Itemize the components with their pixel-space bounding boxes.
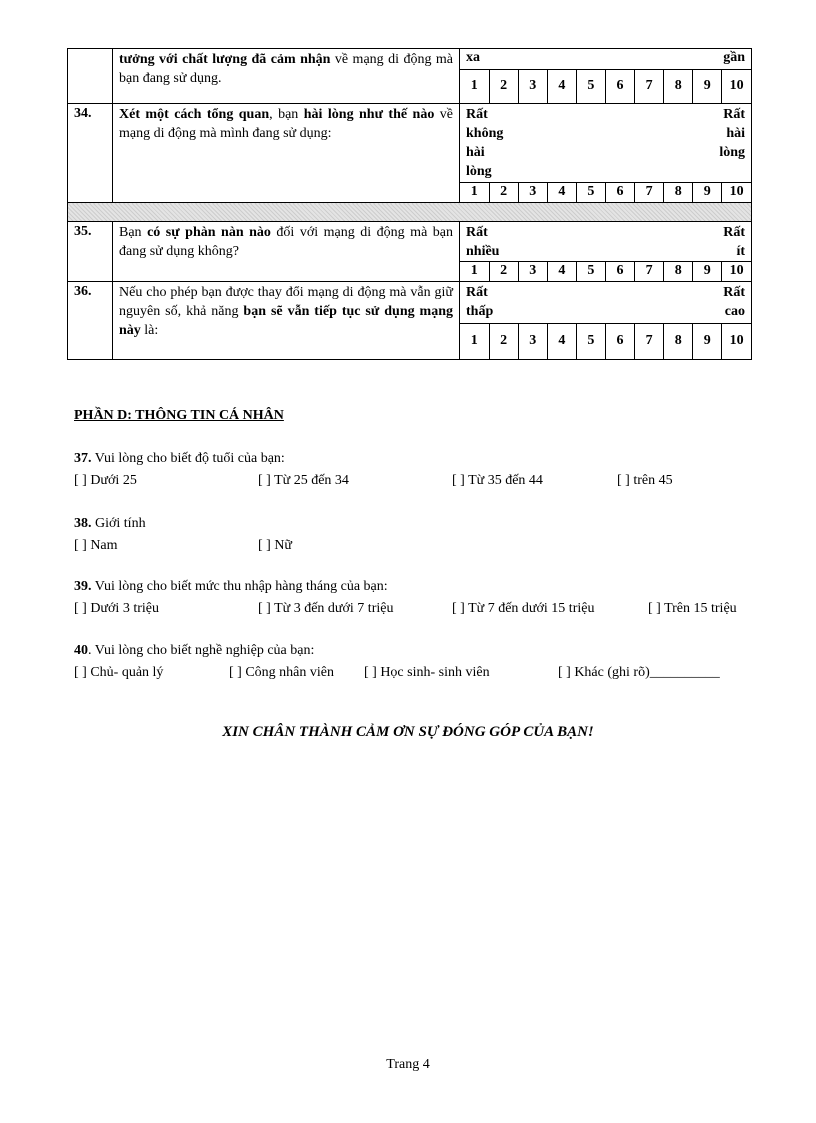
question-number: 36. xyxy=(68,281,113,360)
scale-option[interactable]: 5 xyxy=(576,262,605,281)
scale-left-label: Rất nhiều xyxy=(466,225,500,259)
scale-right-label: gần xyxy=(723,50,745,65)
age-option-under-25[interactable]: [ ] Dưới 25 xyxy=(74,473,137,488)
scale-option[interactable]: 6 xyxy=(605,262,634,281)
scale-option[interactable]: 4 xyxy=(547,323,576,359)
rating-scale xyxy=(460,281,752,360)
question-text: Bạn có sự phàn nàn nào đối với mạng di động mà bạn đang sử dụng không? xyxy=(113,222,460,282)
scale-left-label: Rất thấp xyxy=(466,284,494,319)
scale-option[interactable]: 8 xyxy=(664,70,693,103)
page-number: Trang 4 xyxy=(386,1057,430,1072)
scale-option[interactable]: 10 xyxy=(722,70,751,103)
question-text: Nếu cho phép bạn được thay đổi mạng di động mà vẫn giữ nguyên số, khả năng bạn sẽ vẫn tiếp tục sử dụng mạng này là: xyxy=(113,281,460,360)
scale-option[interactable]: 3 xyxy=(518,182,547,202)
scale-option[interactable]: 4 xyxy=(547,262,576,281)
scale-option[interactable]: 6 xyxy=(605,182,634,202)
scale-option[interactable]: 3 xyxy=(518,70,547,103)
question-row-33 xyxy=(68,49,752,104)
scale-option[interactable]: 4 xyxy=(547,70,576,103)
income-option-under-3m[interactable]: [ ] Dưới 3 triệu xyxy=(74,601,159,616)
scale-numbers[interactable] xyxy=(460,69,751,103)
scale-option[interactable]: 9 xyxy=(693,182,722,202)
question-row-35 xyxy=(68,222,752,282)
scale-option[interactable]: 2 xyxy=(489,182,518,202)
job-option-student[interactable]: [ ] Học sinh- sinh viên xyxy=(364,665,490,680)
job-option-other[interactable]: [ ] Khác (ghi rõ)__________ xyxy=(558,665,720,680)
question-number: 35. xyxy=(68,222,113,282)
scale-option[interactable]: 8 xyxy=(664,323,693,359)
scale-option[interactable]: 1 xyxy=(460,323,489,359)
scale-option[interactable]: 7 xyxy=(635,70,664,103)
scale-option[interactable]: 1 xyxy=(460,262,489,281)
gender-option-male[interactable]: [ ] Nam xyxy=(74,538,118,553)
scale-left-label: Rất không hài lòng xyxy=(466,106,504,179)
scale-option[interactable]: 7 xyxy=(635,323,664,359)
scale-option[interactable]: 3 xyxy=(518,323,547,359)
thank-you-message: XIN CHÂN THÀNH CẢM ƠN SỰ ĐÓNG GÓP CỦA BẠN! xyxy=(222,724,594,740)
rating-scale xyxy=(460,222,752,282)
scale-option[interactable]: 9 xyxy=(693,70,722,103)
scale-option[interactable]: 9 xyxy=(693,262,722,281)
scale-option[interactable]: 2 xyxy=(489,323,518,359)
question-38-title: 38. Giới tính xyxy=(74,516,146,531)
scale-option[interactable]: 1 xyxy=(460,182,489,202)
scale-option[interactable]: 5 xyxy=(576,323,605,359)
scale-left-label: xa xyxy=(466,50,480,65)
scale-option[interactable]: 5 xyxy=(576,70,605,103)
scale-option[interactable]: 2 xyxy=(489,262,518,281)
income-option-7-15m[interactable]: [ ] Từ 7 đến dưới 15 triệu xyxy=(452,601,595,616)
scale-option[interactable]: 6 xyxy=(605,70,634,103)
scale-option[interactable]: 5 xyxy=(576,182,605,202)
scale-numbers[interactable] xyxy=(460,261,751,281)
scale-option[interactable]: 8 xyxy=(664,262,693,281)
scale-option[interactable]: 1 xyxy=(460,70,489,103)
question-40-title: 40. Vui lòng cho biết nghề nghiệp của bạn: xyxy=(74,643,315,658)
scale-option[interactable]: 7 xyxy=(635,262,664,281)
age-option-over-45[interactable]: [ ] trên 45 xyxy=(617,473,673,488)
question-number-cell xyxy=(68,49,113,104)
scale-option[interactable]: 7 xyxy=(635,182,664,202)
scale-numbers[interactable] xyxy=(460,182,751,203)
shaded-separator xyxy=(68,203,752,222)
rating-table xyxy=(67,48,752,360)
question-39-title: 39. Vui lòng cho biết mức thu nhập hàng tháng của bạn: xyxy=(74,579,388,594)
income-option-over-15m[interactable]: [ ] Trên 15 triệu xyxy=(648,601,737,616)
scale-option[interactable]: 4 xyxy=(547,182,576,202)
scale-option[interactable]: 10 xyxy=(722,262,751,281)
section-d-title: PHẦN D: THÔNG TIN CÁ NHÂN xyxy=(74,408,284,423)
scale-option[interactable]: 2 xyxy=(489,70,518,103)
gender-option-female[interactable]: [ ] Nữ xyxy=(258,538,293,553)
job-option-employee[interactable]: [ ] Công nhân viên xyxy=(229,665,334,680)
question-row-36 xyxy=(68,281,752,360)
shaded-separator-row xyxy=(68,203,752,222)
age-option-35-44[interactable]: [ ] Từ 35 đến 44 xyxy=(452,473,543,488)
question-text: Xét một cách tổng quan, bạn hài lòng như thế nào về mạng di động mà mình đang sử dụng: xyxy=(113,103,460,203)
scale-right-label: Rất cao xyxy=(723,284,745,319)
rating-scale xyxy=(460,103,752,203)
scale-right-label: Rất ít xyxy=(723,225,745,259)
scale-numbers[interactable] xyxy=(460,323,751,360)
scale-right-label: Rất hài lòng xyxy=(719,106,745,160)
question-37-title: 37. Vui lòng cho biết độ tuổi của bạn: xyxy=(74,451,285,466)
age-option-25-34[interactable]: [ ] Từ 25 đến 34 xyxy=(258,473,349,488)
rating-scale xyxy=(460,49,752,104)
scale-option[interactable]: 10 xyxy=(722,323,751,359)
question-row-34 xyxy=(68,103,752,203)
question-number: 34. xyxy=(68,103,113,203)
scale-option[interactable]: 9 xyxy=(693,323,722,359)
job-option-owner-manager[interactable]: [ ] Chủ- quản lý xyxy=(74,665,164,680)
scale-option[interactable]: 6 xyxy=(605,323,634,359)
scale-option[interactable]: 8 xyxy=(664,182,693,202)
scale-option[interactable]: 10 xyxy=(722,182,751,202)
income-option-3-7m[interactable]: [ ] Từ 3 đến dưới 7 triệu xyxy=(258,601,394,616)
scale-option[interactable]: 3 xyxy=(518,262,547,281)
question-text: tưởng với chất lượng đã cảm nhận về mạng di động mà bạn đang sử dụng. xyxy=(113,49,460,104)
